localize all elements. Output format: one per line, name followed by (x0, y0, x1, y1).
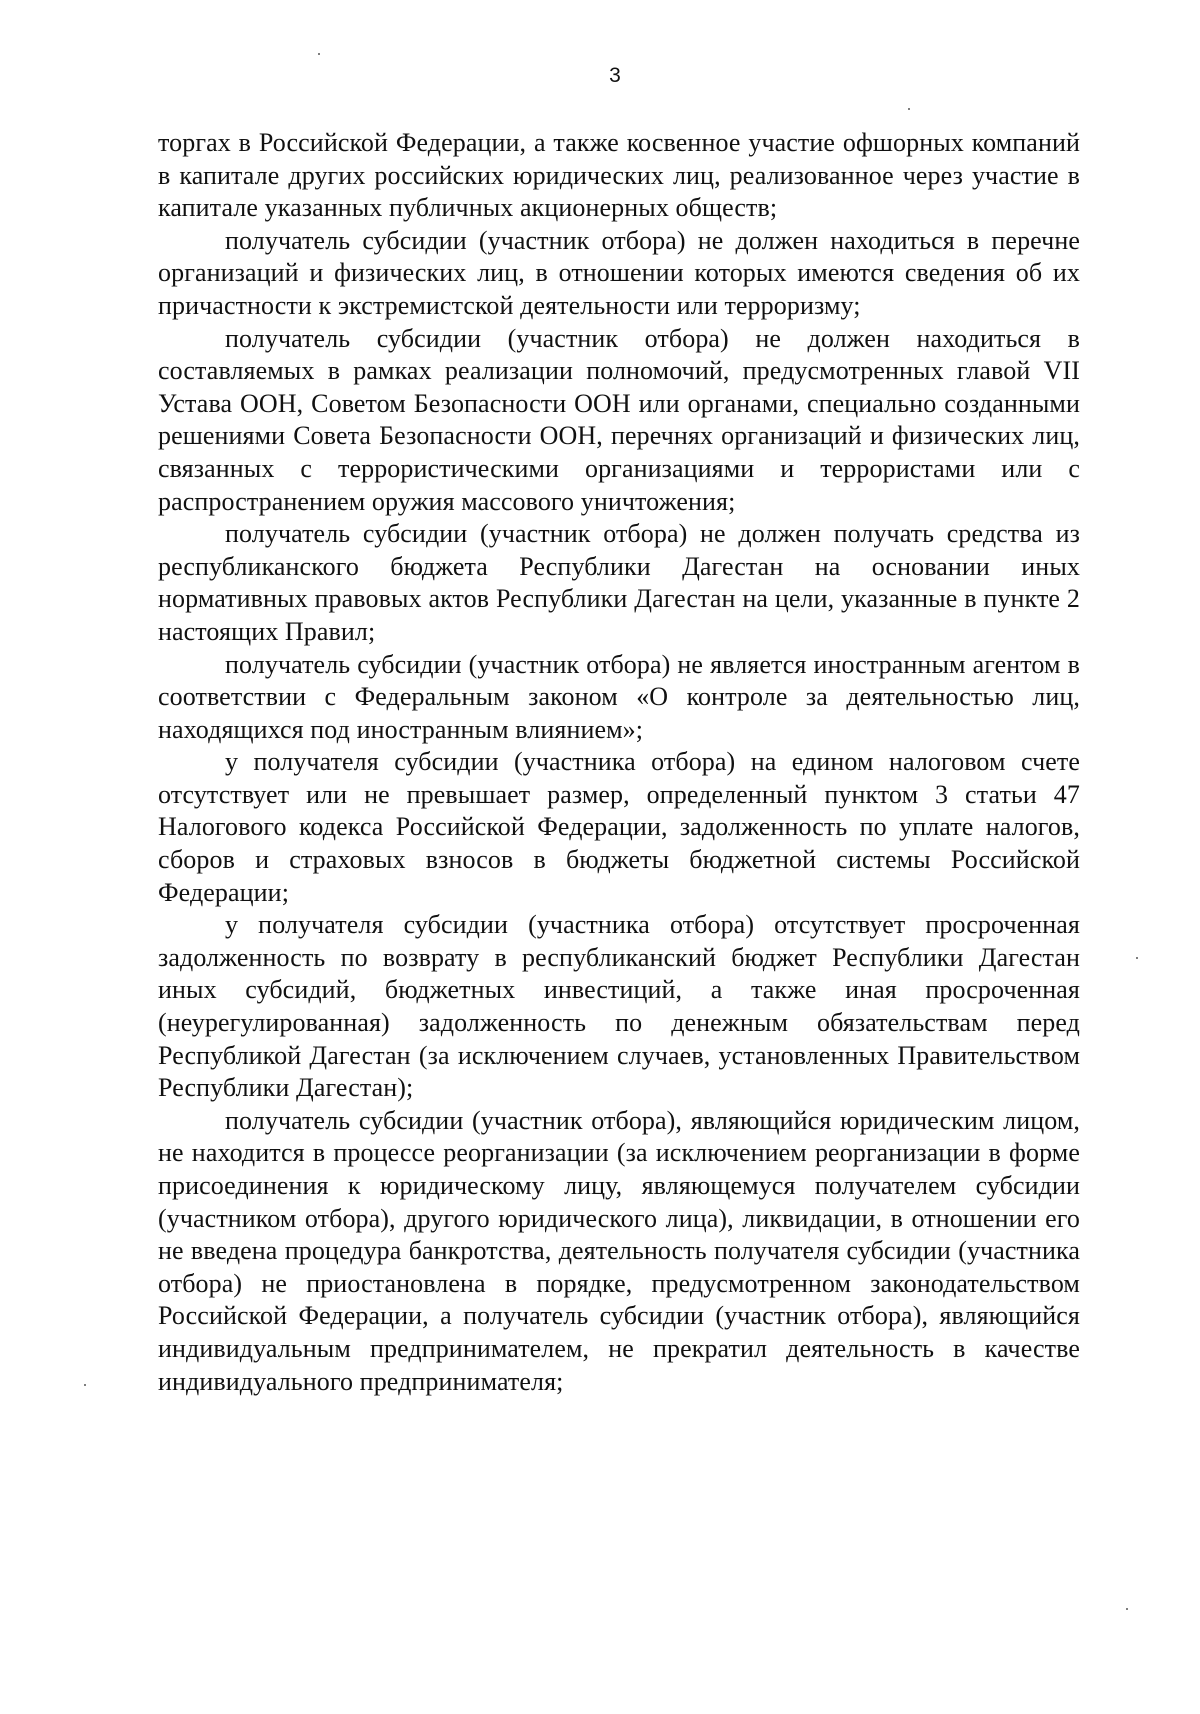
paragraph-continuation: торгах в Российской Федерации, а также косвенное участие офшорных компаний в капитале других российских юридических лиц, реализованное через участие в капитале указанных публичных акционерных обществ; (158, 128, 1080, 223)
scan-speck (908, 108, 910, 110)
paragraph-extremism-list: получатель субсидии (участник отбора) не должен находиться в перечне организаций и физических лиц, в отношении которых имеются сведения об их причастности к экстремистской деятельности или терроризму; (158, 225, 1080, 320)
paragraph-other-budget-funds: получатель субсидии (участник отбора) не должен получать средства из республиканского бюджета Республики Дагестан на основании иных нормативных правовых актов Республики Дагестан на цели, указанные в пункте 2 настоящих Правил; (158, 519, 1080, 646)
scan-speck (318, 53, 320, 55)
paragraph-un-sanctions-list: получатель субсидии (участник отбора) не должен находиться в составляемых в рамках реализации полномочий, предусмотренных главой VII Устава ООН, Советом Безопасности ООН или органами, специально созданными решениями Совета Безопасности ООН, перечнях организаций и физических лиц, связанных с террористическими организациями и террористами или с распространением оружия массового уничтожения; (158, 323, 1080, 516)
paragraph-tax-debt: у получателя субсидии (участника отбора) на едином налоговом счете отсутствует или не превышает размер, определенный пунктом 3 статьи 47 Налогового кодекса Российской Федерации, задолженность по уплате налогов, сборов и страховых взносов в бюджеты бюджетной системы Российской Федерации; (158, 747, 1080, 907)
paragraph-reorganization: получатель субсидии (участник отбора), являющийся юридическим лицом, не находится в процессе реорганизации (за исключением реорганизации в форме присоединения к юридическому лицу, являющемуся получателем субсидии (участником отбора), другого юридического лица), ликвидации, в отношении его не введена процедура банкротства, деятельность получателя субсидии (участника отбора) не приостановлена в порядке, предусмотренном законодательством Российской Федерации, а получатель субсидии (участник отбора), являющийся индивидуальным предпринимателем, не прекратил деятельность в качестве индивидуального предпринимателя; (158, 1105, 1080, 1396)
scan-speck (1136, 957, 1138, 959)
scan-speck (84, 1384, 86, 1386)
paragraph-foreign-agent: получатель субсидии (участник отбора) не является иностранным агентом в соответствии с Федеральным законом «О контроле за деятельностью лиц, находящихся под иностранным влиянием»; (158, 649, 1080, 744)
document-body (158, 127, 1080, 1398)
scan-speck (1126, 1608, 1128, 1610)
page-number: 3 (609, 64, 621, 87)
paragraph-overdue-debt: у получателя субсидии (участника отбора) отсутствует просроченная задолженность по возврату в республиканский бюджет Республики Дагестан иных субсидий, бюджетных инвестиций, а также иная просроченная (неурегулированная) задолженность по денежным обязательствам перед Республикой Дагестан (за исключением случаев, установленных Правительством Республики Дагестан); (158, 910, 1080, 1103)
